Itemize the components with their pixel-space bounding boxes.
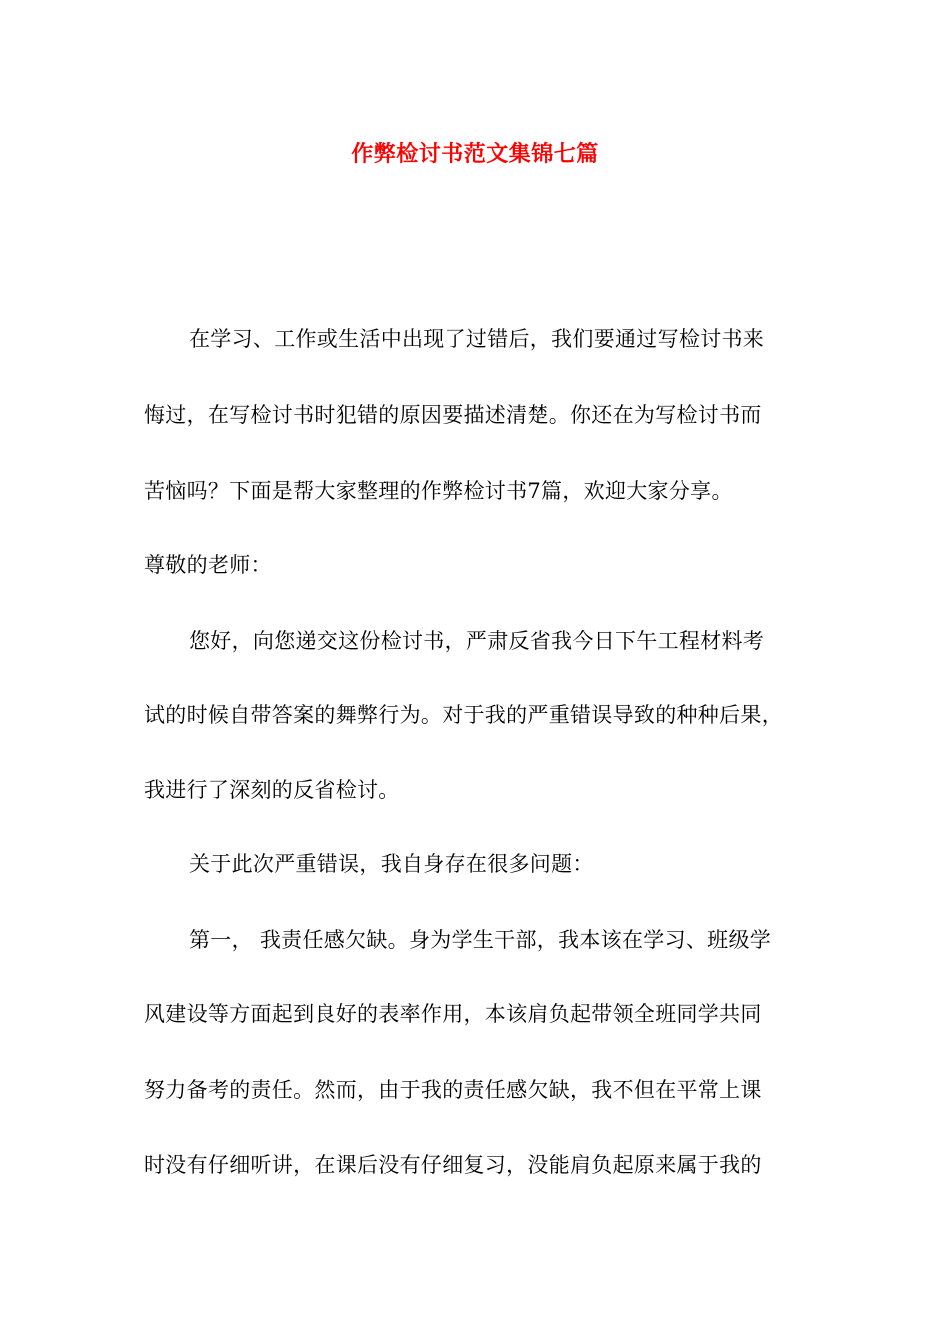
paragraph-line-5: 您好，向您递交这份检讨书，严肃反省我今日下午工程材料考: [189, 629, 765, 653]
paragraph-line-6: 试的时候自带答案的舞弊行为。对于我的严重错误导致的种种后果，: [144, 703, 783, 727]
paragraph-line-1: 在学习、工作或生活中出现了过错后，我们要通过写检讨书来: [189, 327, 765, 351]
paragraph-line-10: 风建设等方面起到良好的表率作用，本该肩负起带领全班同学共同: [144, 1002, 762, 1026]
salutation-line: 尊敬的老师：: [144, 553, 272, 577]
paragraph-line-9: 第一， 我责任感欠缺。身为学生干部，我本该在学习、班级学: [189, 928, 772, 952]
paragraph-line-2: 悔过，在写检讨书时犯错的原因要描述清楚。你还在为写检讨书而: [144, 403, 762, 427]
paragraph-line-12: 时没有仔细听讲，在课后没有仔细复习，没能肩负起原来属于我的: [144, 1153, 762, 1177]
paragraph-line-8: 关于此次严重错误，我自身存在很多问题：: [189, 852, 594, 876]
paragraph-line-3: 苦恼吗？下面是帮大家整理的作弊检讨书7篇，欢迎大家分享。: [144, 479, 733, 503]
paragraph-line-11: 努力备考的责任。然而，由于我的责任感欠缺，我不但在平常上课: [144, 1078, 762, 1102]
document-title: 作弊检讨书范文集锦七篇: [351, 141, 599, 167]
paragraph-line-7: 我进行了深刻的反省检讨。: [144, 778, 400, 802]
